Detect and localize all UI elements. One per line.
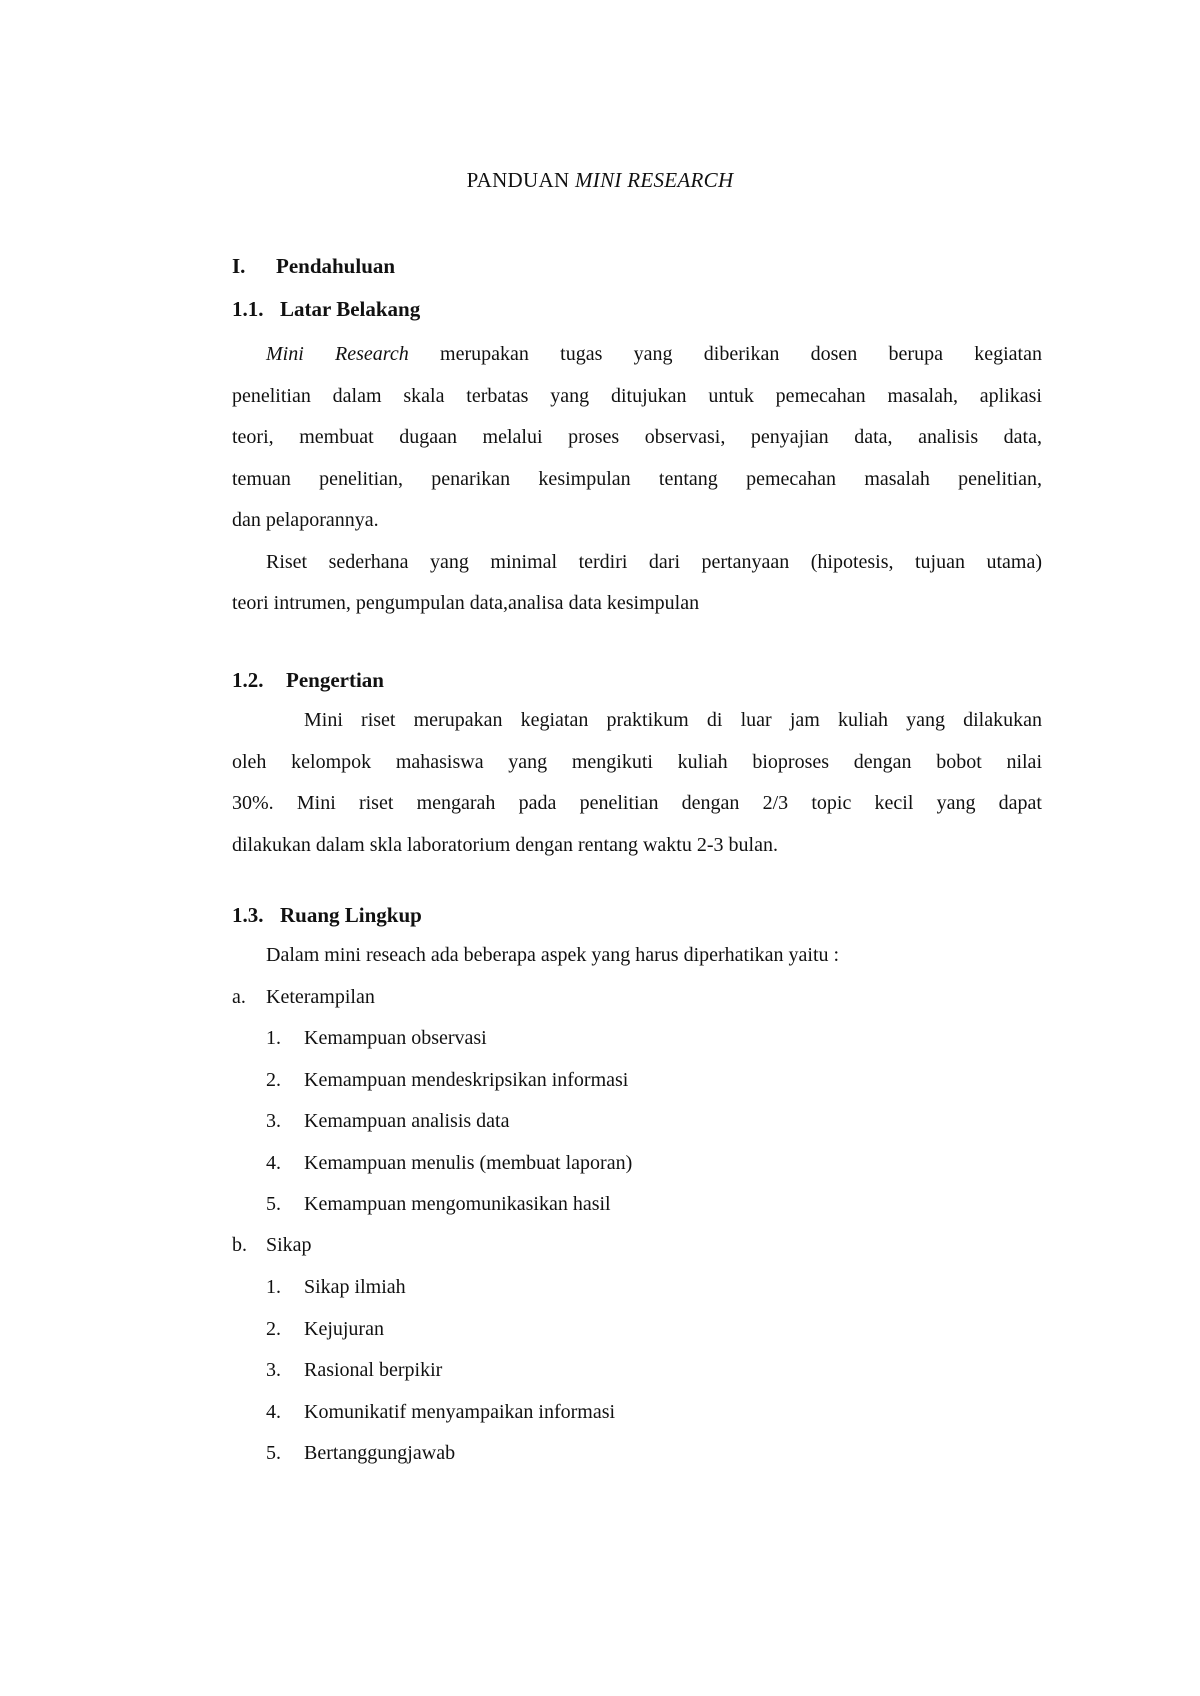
list-marker: 3. [266, 1359, 281, 1381]
list-text: Kemampuan analisis data [304, 1110, 510, 1132]
list-text: Kemampuan observasi [304, 1027, 487, 1049]
list-item [266, 1101, 632, 1143]
list-group-label: Keterampilan [266, 986, 375, 1008]
text-line: teori, membuat dugaan melalui proses observasi, penyajian data, analisis data, [232, 426, 1042, 448]
list-text: Kemampuan mendeskripsikan informasi [304, 1068, 629, 1091]
heading-number: 1.1. [232, 297, 264, 321]
list-marker: b. [232, 1234, 247, 1256]
list-item [266, 1350, 615, 1392]
text-line: penelitian dalam skala terbatas yang ditujukan untuk pemecahan masalah, aplikasi [232, 384, 1042, 407]
text-line [232, 334, 1042, 376]
list-marker: 4. [266, 1400, 281, 1423]
list-item [266, 1309, 615, 1351]
paragraph-pengertian [232, 700, 1042, 866]
list-text: Bertanggungjawab [304, 1442, 456, 1464]
list-marker: 5. [266, 1193, 281, 1215]
list-text: Kejujuran [304, 1317, 384, 1340]
text-line: Riset sederhana yang minimal terdiri dari pertanyaan (hipotesis, tujuan utama) [266, 550, 1042, 573]
list-item [266, 1143, 632, 1185]
document-title [0, 168, 1200, 193]
list-item [266, 1184, 632, 1226]
list-marker: 2. [266, 1317, 281, 1340]
heading-number: 1.3. [232, 903, 264, 927]
list-marker: a. [232, 986, 246, 1008]
list-keterampilan [266, 1018, 632, 1226]
list-group-sikap [232, 1225, 312, 1267]
heading-pengertian [232, 668, 384, 693]
list-marker: 3. [266, 1110, 281, 1132]
italic-term: Mini Research [266, 343, 409, 365]
list-item [266, 1018, 632, 1060]
text-line: dilakukan dalam skla laboratorium dengan rentang waktu 2-3 bulan. [232, 833, 778, 856]
heading-ruang-lingkup [232, 903, 422, 928]
text-line: Mini riset merupakan kegiatan praktikum di luar jam kuliah yang dilakukan [304, 709, 1042, 731]
list-sikap [266, 1267, 615, 1475]
text-line: dan pelaporannya. [232, 509, 379, 531]
heading-label: Latar Belakang [280, 297, 421, 321]
list-item [266, 1433, 615, 1475]
list-marker: 5. [266, 1442, 281, 1464]
list-group-keterampilan [232, 977, 375, 1019]
list-item [266, 1267, 615, 1309]
text-line: oleh kelompok mahasiswa yang mengikuti kuliah bioproses dengan bobot nilai [232, 750, 1042, 773]
list-text: Sikap ilmiah [304, 1276, 406, 1298]
heading-latar-belakang [232, 297, 420, 322]
heading-number: I. [232, 254, 246, 278]
list-item [266, 1060, 632, 1102]
paragraph-latar-belakang [232, 334, 1042, 625]
list-text: Rasional berpikir [304, 1359, 443, 1381]
title-prefix: PANDUAN [466, 168, 570, 192]
text-line: teori intrumen, pengumpulan data,analisa data kesimpulan [232, 592, 700, 614]
list-marker: 2. [266, 1068, 281, 1091]
heading-label: Pengertian [286, 668, 384, 692]
text-line: temuan penelitian, penarikan kesimpulan tentang pemecahan masalah penelitian, [232, 467, 1042, 490]
heading-label: Pendahuluan [276, 254, 396, 278]
ruang-lingkup-intro: Dalam mini reseach ada beberapa aspek yang harus diperhatikan yaitu : [266, 944, 840, 966]
list-marker: 1. [266, 1027, 281, 1049]
list-marker: 4. [266, 1151, 281, 1174]
list-text: Komunikatif menyampaikan informasi [304, 1400, 616, 1423]
heading-number: 1.2. [232, 668, 264, 692]
list-group-label: Sikap [266, 1234, 312, 1256]
text-span: merupakan tugas yang diberikan dosen berupa kegiatan [408, 343, 1042, 365]
list-text: Kemampuan menulis (membuat laporan) [304, 1151, 633, 1174]
list-text: Kemampuan mengomunikasikan hasil [304, 1193, 611, 1215]
heading-label: Ruang Lingkup [280, 903, 422, 927]
text-line: 30%. Mini riset mengarah pada penelitian dengan 2/3 topic kecil yang dapat [232, 792, 1042, 814]
title-italic: MINI RESEARCH [574, 168, 734, 192]
list-item [266, 1392, 615, 1434]
heading-pendahuluan [232, 254, 395, 279]
list-marker: 1. [266, 1276, 281, 1298]
